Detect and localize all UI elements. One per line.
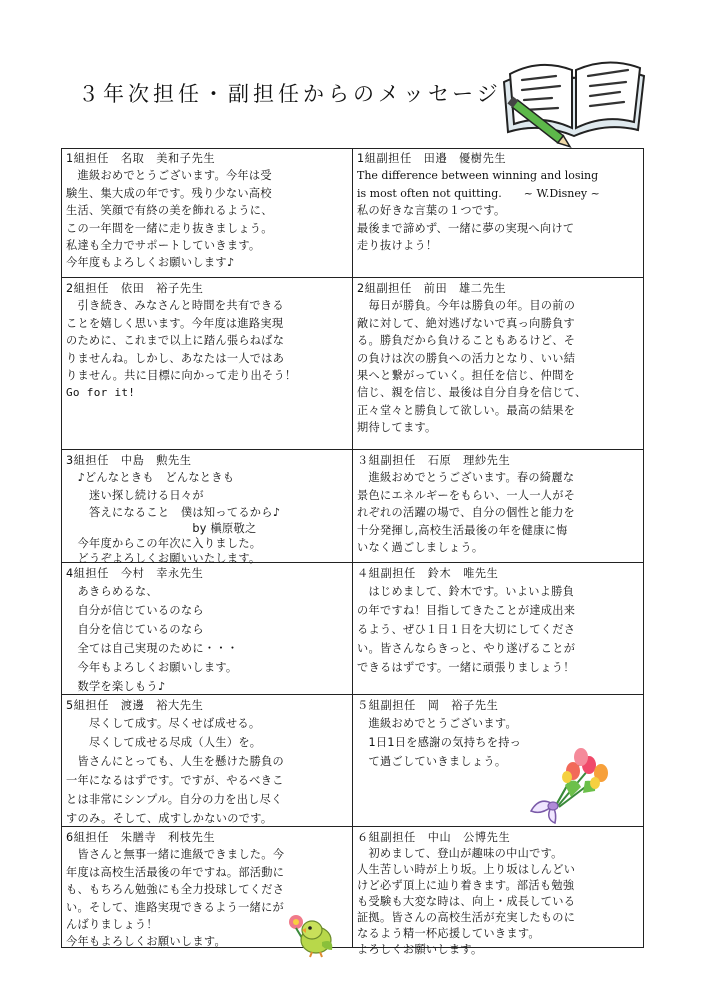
message-line: 今年もよろしくお願いします。 bbox=[66, 661, 238, 675]
teacher-heading: 1組副担任 田邉 優樹先生 bbox=[357, 152, 507, 165]
teacher-heading: 2組副担任 前田 雄二先生 bbox=[357, 282, 507, 295]
message-line: 人生苦しい時が上り坂。上り坂はしんどい bbox=[357, 863, 576, 877]
message-line: よろしくお願いします。 bbox=[357, 943, 483, 957]
message-line: ことを嬉しく思います。今年度は進路実現 bbox=[66, 316, 284, 330]
message-line: て過ごしていきましょう。 bbox=[357, 755, 507, 769]
message-line: どうぞよろしくお願いいたします。 bbox=[66, 551, 261, 565]
message-line: 正々堂々と勝負して欲しい。最高の結果を bbox=[357, 403, 576, 417]
message-line: 皆さんと無事一緒に進級できました。今 bbox=[66, 848, 285, 862]
message-line: 自分を信じているのなら bbox=[66, 623, 204, 637]
message-line: 今年度もよろしくお願いします♪ bbox=[66, 256, 235, 270]
message-line: 自分が信じているのなら bbox=[66, 604, 204, 618]
message-line: 証拠。皆さんの高校生活が充実したものに bbox=[357, 911, 576, 925]
message-cell-class2-homeroom bbox=[62, 279, 352, 449]
message-line: い。皆さんならきっと、やり遂げることが bbox=[357, 642, 576, 656]
message-cell-class1-assistant bbox=[353, 149, 644, 277]
message-line: 十分発揮し,高校生活最後の年を健康に悔 bbox=[357, 523, 568, 537]
message-line: 最後まで諦めず、一緒に夢の実現へ向けて bbox=[357, 221, 575, 235]
message-line: ♪どんなときも どんなときも bbox=[66, 471, 235, 485]
message-line: 果へと繋がっていく。担任を信じ、仲間を bbox=[357, 369, 576, 383]
message-line: 迷い探し続ける日々が bbox=[66, 488, 204, 502]
teacher-heading: 5組担任 渡邊 裕大先生 bbox=[66, 699, 204, 712]
message-line: も受験も大変な時は、向上・成長している bbox=[357, 895, 576, 909]
message-table bbox=[61, 148, 644, 957]
message-line: れぞれの活躍の場で、自分の個性と能力を bbox=[357, 506, 576, 520]
message-line: by 槇原敬之 bbox=[66, 521, 257, 535]
message-line: 信じ、親を信じ、最後は自分自身を信じて、 bbox=[357, 386, 587, 400]
message-line: い。そして、進路実現できるよう一緒にが bbox=[66, 900, 285, 914]
message-cell-class4-assistant bbox=[353, 564, 644, 694]
teacher-heading: ６組副担任 中山 公博先生 bbox=[357, 831, 511, 844]
teacher-heading: 6組担任 朱膳寺 利枝先生 bbox=[66, 831, 216, 844]
message-line: とは非常にシンプル。自分の力を出し尽く bbox=[66, 793, 283, 807]
message-line: 進級おめでとうございます。春の綺麗な bbox=[357, 471, 575, 485]
teacher-heading: 2組担任 依田 裕子先生 bbox=[66, 282, 204, 295]
message-line: 全ては自己実現のために・・・ bbox=[66, 642, 239, 656]
message-line: 1日1日を感謝の気持ちを持っ bbox=[357, 736, 522, 750]
message-cell-class3-homeroom bbox=[62, 451, 352, 565]
message-line: 景色にエネルギーをもらい、一人一人がそ bbox=[357, 488, 576, 502]
tulip-bouquet-icon bbox=[515, 745, 615, 825]
message-line: んばりましょう！ bbox=[66, 918, 158, 932]
message-line: すのみ。そして、成すしかないのです。 bbox=[66, 812, 273, 826]
message-line: る。勝負だから負けることもあるけど、そ bbox=[357, 334, 576, 348]
message-line: いなく過ごしましょう。 bbox=[357, 541, 484, 555]
message-line: 今年もよろしくお願いします。 bbox=[66, 935, 226, 949]
bird-holding-flower-icon bbox=[282, 908, 338, 958]
message-line: 走り抜けよう！ bbox=[357, 239, 438, 253]
message-line: 敵に対して、絶対逃げないで真っ向勝負す bbox=[357, 316, 576, 330]
message-cell-class5-homeroom bbox=[62, 696, 352, 826]
message-line: あきらめるな、 bbox=[66, 585, 158, 599]
message-line: 生活、笑顔で有終の美を飾れるように、 bbox=[66, 204, 273, 218]
message-line: の年ですね！目指してきたことが達成出来 bbox=[357, 604, 576, 618]
page-title: ３年次担任・副担任からのメッセージ bbox=[78, 82, 502, 106]
message-line: The difference between winning and losing bbox=[357, 169, 599, 183]
message-line: けど必ず頂上に辿り着きます。部活も勉強 bbox=[357, 879, 575, 893]
message-line: 進級おめでとうございます。 bbox=[357, 717, 517, 731]
message-line: りません。共に目標に向かって走り出そう！ bbox=[66, 369, 297, 383]
message-line: 今年度からこの年次に入りました。 bbox=[66, 536, 262, 550]
message-cell-class2-assistant bbox=[353, 279, 644, 449]
message-line: 皆さんにとっても、人生を懸けた勝負の bbox=[66, 755, 285, 769]
message-line: のために、これまで以上に踏ん張らねばな bbox=[66, 334, 285, 348]
message-line: りませんね。しかし、あなたは一人ではあ bbox=[66, 351, 285, 365]
teacher-heading: 1組担任 名取 美和子先生 bbox=[66, 152, 216, 165]
message-line: 一年になるはずです。ですが、やるべきこ bbox=[66, 774, 284, 788]
message-line: も、もちろん勉強にも全力投球してくださ bbox=[66, 883, 285, 897]
message-line: の負けは次の勝負への活力となり、いい結 bbox=[357, 351, 576, 365]
message-line: 尽くして成せる尽成（人生）を。 bbox=[66, 736, 262, 750]
message-line: 進級おめでとうございます。今年は受 bbox=[66, 169, 272, 183]
message-cell-class3-assistant bbox=[353, 451, 644, 562]
message-line: 数学を楽しもう♪ bbox=[66, 680, 166, 694]
teacher-heading: ３組副担任 石原 理紗先生 bbox=[357, 454, 511, 467]
message-line: るよう、ぜひ１日１日を大切にしてくださ bbox=[357, 623, 576, 637]
message-line: 期待してます。 bbox=[357, 421, 437, 435]
message-line: 私の好きな言葉の１つです。 bbox=[357, 204, 506, 218]
message-line: is most often not quitting. ~ W.Disney ~ bbox=[357, 186, 600, 200]
message-line: 引き続き、みなさんと時間を共有できる bbox=[66, 299, 284, 313]
message-line: 験生、集大成の年です。残り少ない高校 bbox=[66, 186, 272, 200]
message-line: 尽くして成す。尽くせば成せる。 bbox=[66, 717, 261, 731]
message-line: この一年間を一緒に走り抜きましょう。 bbox=[66, 221, 273, 235]
message-cell-class4-homeroom bbox=[62, 564, 352, 694]
message-line: 毎日が勝負。今年は勝負の年。目の前の bbox=[357, 299, 576, 313]
message-line: できるはずです。一緒に頑張りましょう！ bbox=[357, 661, 575, 675]
message-line: なるよう精一杯応援していきます。 bbox=[357, 927, 540, 941]
teacher-heading: 3組担任 中島 勲先生 bbox=[66, 454, 192, 467]
teacher-heading: ５組副担任 岡 裕子先生 bbox=[357, 699, 499, 712]
teacher-heading: ４組副担任 鈴木 唯先生 bbox=[357, 567, 499, 580]
message-line: 私達も全力でサポートしていきます。 bbox=[66, 239, 261, 253]
message-line: Go for it! bbox=[66, 386, 136, 400]
message-cell-class6-assistant bbox=[353, 828, 644, 957]
open-book-with-pencil-icon bbox=[498, 52, 650, 144]
message-cell-class1-homeroom bbox=[62, 149, 352, 277]
message-line: 年度は高校生活最後の年ですね。部活動に bbox=[66, 865, 285, 879]
message-line: 答えになること 僕は知ってるから♪ bbox=[66, 506, 281, 520]
teacher-heading: 4組担任 今村 幸永先生 bbox=[66, 567, 204, 580]
message-line: はじめまして、鈴木です。いよいよ勝負 bbox=[357, 585, 575, 599]
message-line: 初めまして、登山が趣味の中山です。 bbox=[357, 847, 563, 861]
